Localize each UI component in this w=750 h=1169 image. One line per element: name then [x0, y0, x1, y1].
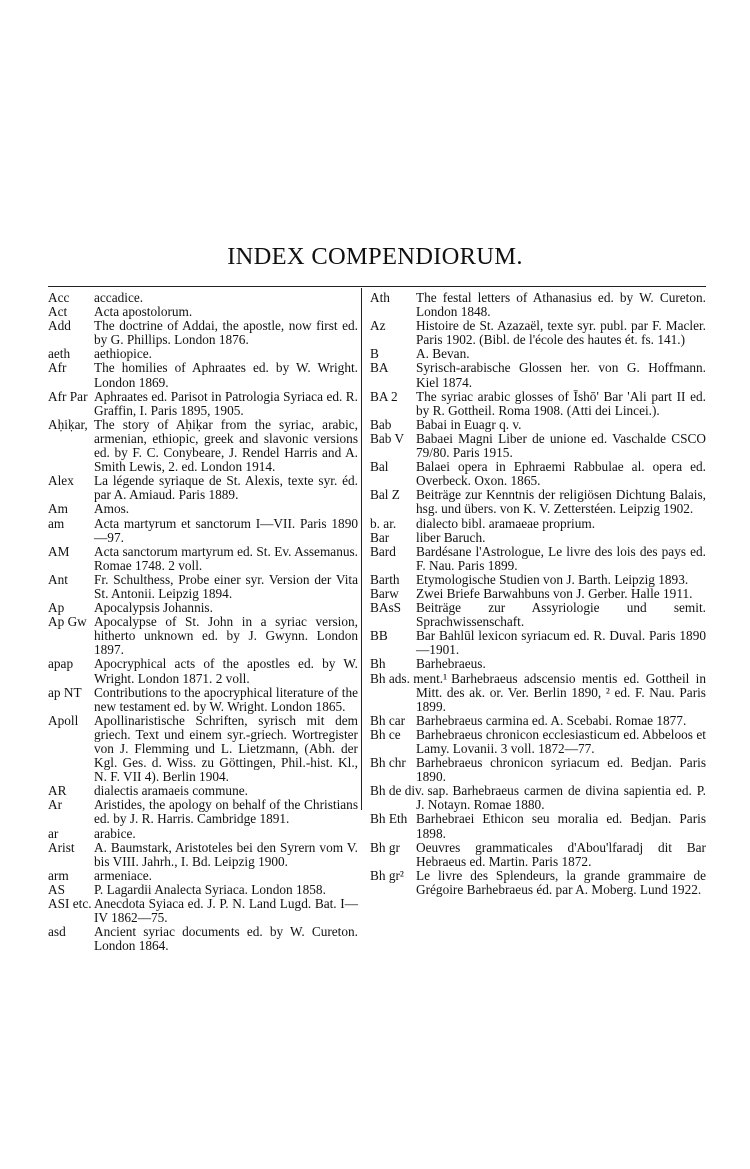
- entry-abbreviation: Bh: [370, 656, 386, 672]
- entry-abbreviation: Bal: [370, 459, 389, 475]
- index-entry: [370, 728, 706, 756]
- entry-description: Babai in Euagr q. v.: [416, 416, 522, 432]
- entry-description: The story of Aḥiḳar from the syriac, arabic, armenian, ethiopic, greek and slavonic versions ed. by F. C. Conybeare, J. Rendel Harris and A. Smith Lewis, 2. ed. London 1914.: [94, 416, 358, 475]
- entry-description: The homilies of Aphraates ed. by W. Wright. London 1869.: [94, 360, 358, 390]
- index-entry: [48, 883, 358, 897]
- entry-description: arabice.: [94, 825, 136, 841]
- entry-abbreviation: Bar: [370, 529, 390, 545]
- index-entry: [370, 869, 706, 897]
- index-entry: [370, 418, 706, 432]
- entry-abbreviation: Barw: [370, 585, 399, 601]
- index-entry: [48, 686, 358, 714]
- entry-description: Apocalypsis Johannis.: [94, 600, 213, 616]
- index-entry: [48, 390, 358, 418]
- index-entry: [48, 517, 358, 545]
- entry-abbreviation: Am: [48, 501, 68, 517]
- entry-description: Barhebraeus.: [416, 656, 486, 672]
- entry-description: armeniace.: [94, 867, 152, 883]
- entry-description: Oeuvres grammaticales d'Abou'lfaradj dit Bar Hebraeus ed. Martin. Paris 1872.: [416, 839, 706, 869]
- page-title: INDEX COMPENDIORUM.: [227, 243, 523, 270]
- index-entry: [48, 305, 358, 319]
- entry-abbreviation: Bh de div. sap.: [370, 783, 449, 799]
- index-entry: [48, 601, 358, 615]
- entry-abbreviation: Apoll: [48, 712, 79, 728]
- entry-abbreviation: Bh gr: [370, 839, 400, 855]
- entry-abbreviation: Ar: [48, 797, 63, 813]
- entry-abbreviation: AR: [48, 783, 67, 799]
- entry-abbreviation: Afr: [48, 360, 67, 376]
- entry-abbreviation: Bard: [370, 543, 396, 559]
- entry-description: Barhebraei Ethicon seu moralia ed. Bedjan. Paris 1898.: [416, 811, 706, 841]
- entry-abbreviation: Bal Z: [370, 487, 400, 503]
- index-entry: [48, 418, 358, 474]
- entry-description: Barhebraeus carmen de divina sapientia ed. P. J. Notayn. Romae 1880.: [416, 783, 706, 813]
- index-entry: [48, 714, 358, 784]
- index-entry: [370, 629, 706, 657]
- index-entry: [48, 573, 358, 601]
- index-entry: [370, 531, 706, 545]
- column-divider: [361, 288, 362, 810]
- entry-abbreviation: AM: [48, 543, 70, 559]
- entry-abbreviation: Bh gr²: [370, 867, 404, 883]
- entry-description: Ancient syriac documents ed. by W. Cureton. London 1864.: [94, 924, 358, 954]
- entry-description: The syriac arabic glosses of Īshō' Bar 'Ali part II ed. by R. Gottheil. Roma 1908. (Atti dei Lincei.).: [416, 388, 706, 418]
- entry-abbreviation: Barth: [370, 571, 400, 587]
- index-entry: [370, 517, 706, 531]
- entry-abbreviation: Bh car: [370, 712, 406, 728]
- index-entry: [48, 784, 358, 798]
- entry-abbreviation: Ant: [48, 571, 68, 587]
- entry-description: Aphraates ed. Parisot in Patrologia Syriaca ed. R. Graffin, I. Paris 1895, 1905.: [94, 388, 358, 418]
- entry-abbreviation: Bh Eth: [370, 811, 408, 827]
- index-entry: [370, 545, 706, 573]
- index-entry: [48, 361, 358, 389]
- entry-description: Barhebraeus chronicon ecclesiasticum ed. Abbeloos et Lamy. Lovanii. 3 voll. 1872—77.: [416, 726, 706, 756]
- entry-description: Histoire de St. Azazaël, texte syr. publ. par F. Macler. Paris 1902. (Bibl. de l'école des hautes ét. fs. 141.): [416, 318, 706, 348]
- index-entry: [370, 587, 706, 601]
- entry-description: liber Baruch.: [416, 529, 486, 545]
- entry-description: Barhebraeus carmina ed. A. Scebabi. Romae 1877.: [416, 712, 687, 728]
- entry-description: Le livre des Splendeurs, la grande grammaire de Grégoire Barhebraeus éd. par A. Moberg. Lund 1922.: [416, 867, 706, 897]
- index-entry: [370, 601, 706, 629]
- entry-abbreviation: b. ar.: [370, 515, 397, 531]
- entry-description: P. Lagardii Analecta Syriaca. London 1858.: [94, 881, 326, 897]
- index-entry: [370, 390, 706, 418]
- index-entry: [370, 291, 706, 319]
- entry-abbreviation: BB: [370, 628, 388, 644]
- index-entry: [370, 347, 706, 361]
- entry-abbreviation: ar: [48, 825, 59, 841]
- entry-description: Fr. Schulthess, Probe einer syr. Version der Vita St. Antonii. Leipzig 1894.: [94, 571, 358, 601]
- entry-abbreviation: Bab V: [370, 430, 405, 446]
- entry-description: A. Baumstark, Aristoteles bei den Syrern vom V. bis VIII. Jahrh., I. Bd. Leipzig 1900.: [94, 839, 358, 869]
- entry-description: dialectis aramaeis commune.: [94, 783, 248, 799]
- index-entry: [48, 869, 358, 883]
- index-entry: [48, 897, 358, 925]
- entry-description: Apollinaristische Schriften, syrisch mit dem griech. Text und einem syr.-griech. Wortregister von J. Flemming und L. Lietzmann, (Abh. der Kgl. Ges. d. Wiss. zu Göttingen, Phil.-hist. Kl., N. F. VII 4). Berlin 1904.: [94, 712, 358, 785]
- entry-description: dialecto bibl. aramaeae proprium.: [416, 515, 596, 531]
- entry-abbreviation: Ath: [370, 290, 390, 305]
- entry-description: Balaei opera in Ephraemi Rabbulae al. opera ed. Overbeck. Oxon. 1865.: [416, 459, 706, 489]
- entry-description: Acta sanctorum martyrum ed. St. Ev. Assemanus. Romae 1748. 2 voll.: [94, 543, 358, 573]
- entry-abbreviation: ASI etc.: [48, 896, 92, 912]
- right-column: [370, 291, 706, 897]
- entry-description: Etymologische Studien von J. Barth. Leipzig 1893.: [416, 571, 689, 587]
- entry-abbreviation: Add: [48, 318, 71, 334]
- entry-description: The doctrine of Addai, the apostle, now first ed. by G. Phillips. London 1876.: [94, 318, 358, 348]
- entry-abbreviation: Acc: [48, 290, 70, 305]
- index-entry: [370, 812, 706, 840]
- entry-abbreviation: Bh ads. ment.¹: [370, 670, 448, 686]
- entry-abbreviation: AS: [48, 881, 65, 897]
- index-entry: [370, 714, 706, 728]
- entry-description: Acta apostolorum.: [94, 304, 193, 320]
- entry-description: Contributions to the apocryphical literature of the new testament ed. by W. Wright. London 1865.: [94, 684, 358, 714]
- entry-description: Syrisch-arabische Glossen her. von G. Hoffmann. Kiel 1874.: [416, 360, 706, 390]
- entry-abbreviation: apap: [48, 656, 74, 672]
- entry-description: Barhebraeus adscensio mentis ed. Gottheil in Mitt. des ak. or. Ver. Berlin 1890, ² ed. F. Nau. Paris 1899.: [416, 670, 706, 714]
- left-column: [48, 291, 358, 953]
- index-entry: [48, 319, 358, 347]
- entry-description: Barhebraeus chronicon syriacum ed. Bedjan. Paris 1890.: [416, 755, 706, 785]
- index-entry: [370, 672, 706, 714]
- entry-description: Bar Bahlūl lexicon syriacum ed. R. Duval. Paris 1890—1901.: [416, 628, 706, 658]
- entry-description: Amos.: [94, 501, 130, 517]
- entry-abbreviation: Afr Par: [48, 388, 88, 404]
- entry-abbreviation: arm: [48, 867, 69, 883]
- entry-description: La légende syriaque de St. Alexis, texte syr. éd. par A. Amiaud. Paris 1889.: [94, 473, 358, 503]
- header-rule: [48, 286, 706, 287]
- index-entry: [370, 432, 706, 460]
- entry-description: Beiträge zur Kenntnis der religiösen Dichtung Balais, hsg. und übers. von K. V. Zetterstéen. Leipzig 1902.: [416, 487, 706, 517]
- entry-abbreviation: Aḥiḳar,: [48, 416, 88, 432]
- index-entry: [370, 361, 706, 389]
- index-entry: [48, 615, 358, 657]
- entry-abbreviation: Ap Gw: [48, 614, 87, 630]
- index-entry: [48, 827, 358, 841]
- index-entry: [370, 488, 706, 516]
- entry-abbreviation: Az: [370, 318, 386, 334]
- entry-abbreviation: Bab: [370, 416, 392, 432]
- index-entry: [370, 756, 706, 784]
- entry-abbreviation: am: [48, 515, 65, 531]
- index-entry: [370, 573, 706, 587]
- entry-abbreviation: BAsS: [370, 600, 402, 616]
- entry-description: Beiträge zur Assyriologie und semit. Sprachwissenschaft.: [416, 600, 706, 630]
- index-entry: [48, 347, 358, 361]
- entry-description: Anecdota Syiaca ed. J. P. N. Land Lugd. Bat. I—IV 1862—75.: [94, 896, 358, 926]
- index-entry: [48, 545, 358, 573]
- index-entry: [48, 798, 358, 826]
- entry-abbreviation: Bh ce: [370, 726, 401, 742]
- entry-abbreviation: Ap: [48, 600, 65, 616]
- entry-abbreviation: Arist: [48, 839, 75, 855]
- entry-description: accadice.: [94, 290, 144, 305]
- index-entry: [48, 502, 358, 516]
- index-entry: [370, 784, 706, 812]
- index-entry: [370, 319, 706, 347]
- entry-abbreviation: BA 2: [370, 388, 398, 404]
- index-entry: [370, 657, 706, 671]
- index-entry: [48, 841, 358, 869]
- entry-description: Apocryphical acts of the apostles ed. by W. Wright. London 1871. 2 voll.: [94, 656, 358, 686]
- entry-abbreviation: Act: [48, 304, 68, 320]
- index-entry: [48, 925, 358, 953]
- entry-abbreviation: B: [370, 346, 379, 362]
- entry-abbreviation: BA: [370, 360, 389, 376]
- index-entry: [48, 474, 358, 502]
- index-entry: [370, 460, 706, 488]
- entry-description: aethiopice.: [94, 346, 152, 362]
- entry-abbreviation: Bh chr: [370, 755, 406, 771]
- entry-description: The festal letters of Athanasius ed. by W. Cureton. London 1848.: [416, 290, 706, 320]
- entry-abbreviation: ap NT: [48, 684, 82, 700]
- entry-abbreviation: asd: [48, 924, 66, 940]
- index-entry: [48, 291, 358, 305]
- entry-abbreviation: aeth: [48, 346, 71, 362]
- entry-description: Acta martyrum et sanctorum I—VII. Paris 1890—97.: [94, 515, 358, 545]
- entry-description: Zwei Briefe Barwahbuns von J. Gerber. Halle 1911.: [416, 585, 693, 601]
- index-entry: [48, 657, 358, 685]
- entry-description: Aristides, the apology on behalf of the Christians ed. by J. R. Harris. Cambridge 1891.: [94, 797, 358, 827]
- entry-description: Babaei Magni Liber de unione ed. Vaschalde CSCO 79/80. Paris 1915.: [416, 430, 706, 461]
- entry-description: A. Bevan.: [416, 346, 470, 362]
- entry-description: Apocalypse of St. John in a syriac version, hitherto unknown ed. by J. Gwynn. London 1897.: [94, 614, 358, 658]
- index-entry: [370, 841, 706, 869]
- entry-abbreviation: Alex: [48, 473, 74, 489]
- entry-description: Bardésane l'Astrologue, Le livre des lois des pays ed. F. Nau. Paris 1899.: [416, 543, 706, 573]
